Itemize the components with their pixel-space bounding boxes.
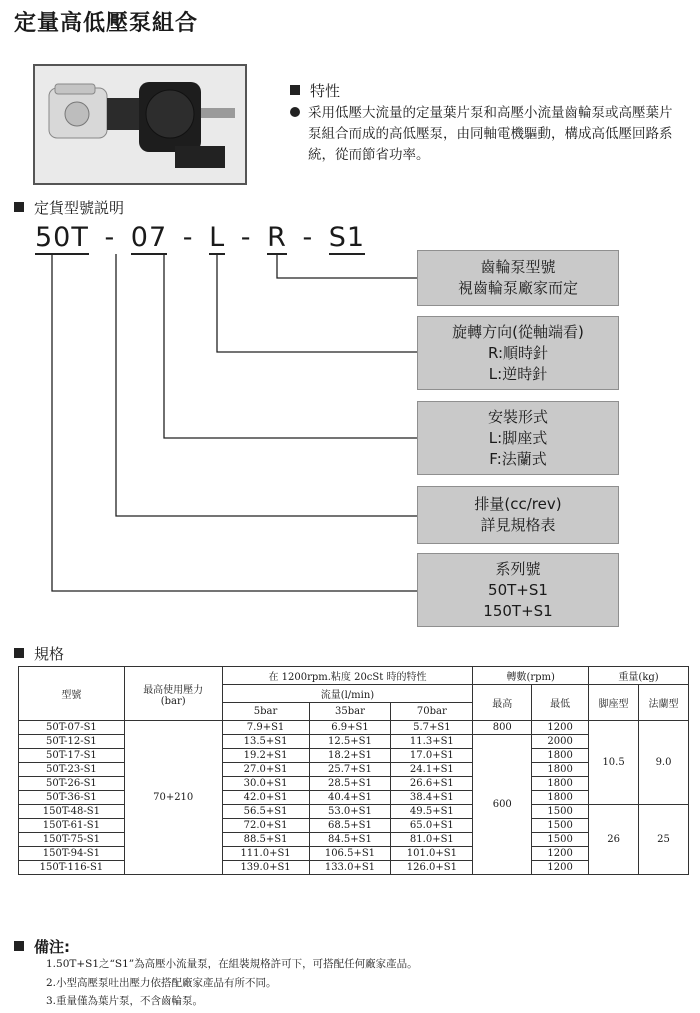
cell-flow-35bar: 25.7+S1 xyxy=(309,763,391,777)
cell-flow-35bar: 6.9+S1 xyxy=(309,721,391,735)
cell-flow-70bar: 11.3+S1 xyxy=(391,735,473,749)
cell-speed-max: 800 xyxy=(473,721,532,735)
code-rotation: R xyxy=(267,222,287,253)
cell-flow-35bar: 12.5+S1 xyxy=(309,735,391,749)
cell-flow-35bar: 40.4+S1 xyxy=(309,791,391,805)
cell-flow-35bar: 106.5+S1 xyxy=(309,847,391,861)
cell-model: 150T-75-S1 xyxy=(19,833,125,847)
square-bullet-icon xyxy=(14,648,24,658)
notes-list xyxy=(46,955,418,1011)
cell-flow-70bar: 49.5+S1 xyxy=(391,805,473,819)
cell-speed-min: 1200 xyxy=(532,721,589,735)
cell-flow-5bar: 139.0+S1 xyxy=(222,861,309,875)
header-speed: 轉數(rpm) xyxy=(473,667,589,685)
box-rotation: 旋轉方向(從軸端看) R:順時針 L:逆時針 xyxy=(417,316,619,390)
code-mounting: L xyxy=(209,222,226,253)
table-row xyxy=(19,749,689,763)
header-speed-max: 最高 xyxy=(473,685,532,721)
note-item: 3.重量僅為葉片泵，不含齒輪泵。 xyxy=(46,995,204,1007)
cell-pressure: 70+210 xyxy=(124,721,222,875)
table-row xyxy=(19,847,689,861)
table-row xyxy=(19,721,689,735)
cell-model: 50T-23-S1 xyxy=(19,763,125,777)
header-model: 型號 xyxy=(19,667,125,721)
code-series: 50T xyxy=(35,222,89,253)
cell-flow-5bar: 42.0+S1 xyxy=(222,791,309,805)
cell-flow-5bar: 72.0+S1 xyxy=(222,819,309,833)
cell-flow-70bar: 5.7+S1 xyxy=(391,721,473,735)
square-bullet-icon xyxy=(14,941,24,951)
cell-flow-5bar: 88.5+S1 xyxy=(222,833,309,847)
cell-flow-5bar: 27.0+S1 xyxy=(222,763,309,777)
cell-flow-35bar: 28.5+S1 xyxy=(309,777,391,791)
cell-speed-max: 600 xyxy=(473,735,532,875)
header-weight-flange: 法蘭型 xyxy=(639,685,689,721)
box-displacement: 排量(cc/rev) 詳見規格表 xyxy=(417,486,619,544)
cell-flow-5bar: 13.5+S1 xyxy=(222,735,309,749)
table-row xyxy=(19,805,689,819)
header-pressure: 最高使用壓力 (bar) xyxy=(124,667,222,721)
cell-flow-35bar: 53.0+S1 xyxy=(309,805,391,819)
table-row xyxy=(19,833,689,847)
cell-flow-70bar: 17.0+S1 xyxy=(391,749,473,763)
cell-speed-min: 2000 xyxy=(532,735,589,749)
code-displacement: 07 xyxy=(130,222,168,253)
cell-model: 50T-07-S1 xyxy=(19,721,125,735)
cell-flow-5bar: 19.2+S1 xyxy=(222,749,309,763)
cell-flow-5bar: 56.5+S1 xyxy=(222,805,309,819)
cell-model: 50T-26-S1 xyxy=(19,777,125,791)
cell-model: 50T-36-S1 xyxy=(19,791,125,805)
cell-speed-min: 1800 xyxy=(532,777,589,791)
model-code: 50T - 07 - L - R - S1 xyxy=(35,222,366,253)
cell-speed-min: 1800 xyxy=(532,791,589,805)
cell-flow-70bar: 126.0+S1 xyxy=(391,861,473,875)
cell-weight-flange: 9.0 xyxy=(639,721,689,805)
cell-flow-35bar: 133.0+S1 xyxy=(309,861,391,875)
cell-speed-min: 1500 xyxy=(532,805,589,819)
notes-heading: 備注: xyxy=(14,936,70,957)
box-mounting: 安裝形式 L:脚座式 F:法蘭式 xyxy=(417,401,619,475)
cell-model: 150T-94-S1 xyxy=(19,847,125,861)
spec-heading: 規格 xyxy=(14,643,64,664)
table-row xyxy=(19,777,689,791)
table-row xyxy=(19,819,689,833)
cell-flow-70bar: 24.1+S1 xyxy=(391,763,473,777)
cell-model: 150T-61-S1 xyxy=(19,819,125,833)
header-70bar: 70bar xyxy=(391,703,473,721)
cell-speed-min: 1500 xyxy=(532,833,589,847)
header-characteristics: 在 1200rpm.粘度 20cSt 時的特性 xyxy=(222,667,473,685)
box-gear-pump-model: 齒輪泵型號 視齒輪泵廠家而定 xyxy=(417,250,619,306)
cell-model: 50T-17-S1 xyxy=(19,749,125,763)
code-gear-pump: S1 xyxy=(328,222,366,253)
header-5bar: 5bar xyxy=(222,703,309,721)
cell-model: 150T-116-S1 xyxy=(19,861,125,875)
cell-speed-min: 1800 xyxy=(532,763,589,777)
cell-flow-70bar: 26.6+S1 xyxy=(391,777,473,791)
feature-heading: 特性 xyxy=(290,80,340,101)
cell-speed-min: 1200 xyxy=(532,861,589,875)
cell-model: 50T-12-S1 xyxy=(19,735,125,749)
note-item: 2.小型高壓泵吐出壓力依搭配廠家產品有所不同。 xyxy=(46,976,277,989)
cell-weight-flange: 25 xyxy=(639,805,689,875)
cell-model: 150T-48-S1 xyxy=(19,805,125,819)
cell-speed-min: 1200 xyxy=(532,847,589,861)
model-heading: 定貨型號説明 xyxy=(14,197,124,218)
cell-flow-35bar: 68.5+S1 xyxy=(309,819,391,833)
cell-flow-5bar: 111.0+S1 xyxy=(222,847,309,861)
cell-flow-70bar: 101.0+S1 xyxy=(391,847,473,861)
header-speed-min: 最低 xyxy=(532,685,589,721)
table-row xyxy=(19,735,689,749)
table-row xyxy=(19,791,689,805)
cell-flow-70bar: 65.0+S1 xyxy=(391,819,473,833)
cell-flow-70bar: 38.4+S1 xyxy=(391,791,473,805)
table-row xyxy=(19,763,689,777)
cell-weight-foot: 10.5 xyxy=(589,721,639,805)
cell-flow-70bar: 81.0+S1 xyxy=(391,833,473,847)
feature-description: 采用低壓大流量的定量葉片泵和高壓小流量齒輪泵或高壓葉片 泵組合而成的高低壓泵，由同軸電機驅動，構成高低壓回路系 統，從而節省功率。 xyxy=(290,103,695,166)
header-weight-foot: 脚座型 xyxy=(589,685,639,721)
spec-table xyxy=(18,666,689,875)
cell-flow-35bar: 18.2+S1 xyxy=(309,749,391,763)
cell-speed-min: 1800 xyxy=(532,749,589,763)
cell-flow-5bar: 30.0+S1 xyxy=(222,777,309,791)
box-series: 系列號 50T+S1 150T+S1 xyxy=(417,553,619,627)
cell-weight-foot: 26 xyxy=(589,805,639,875)
cell-flow-5bar: 7.9+S1 xyxy=(222,721,309,735)
cell-flow-35bar: 84.5+S1 xyxy=(309,833,391,847)
header-flow: 流量(l/min) xyxy=(222,685,473,703)
table-row xyxy=(19,861,689,875)
page-title: 定量高低壓泵組合 xyxy=(14,11,199,36)
header-35bar: 35bar xyxy=(309,703,391,721)
header-weight: 重量(kg) xyxy=(589,667,689,685)
cell-speed-min: 1500 xyxy=(532,819,589,833)
note-item: 1.50T+S1之“S1”為高壓小流量泵，在組裝規格許可下，可搭配任何廠家產品。 xyxy=(46,958,418,970)
